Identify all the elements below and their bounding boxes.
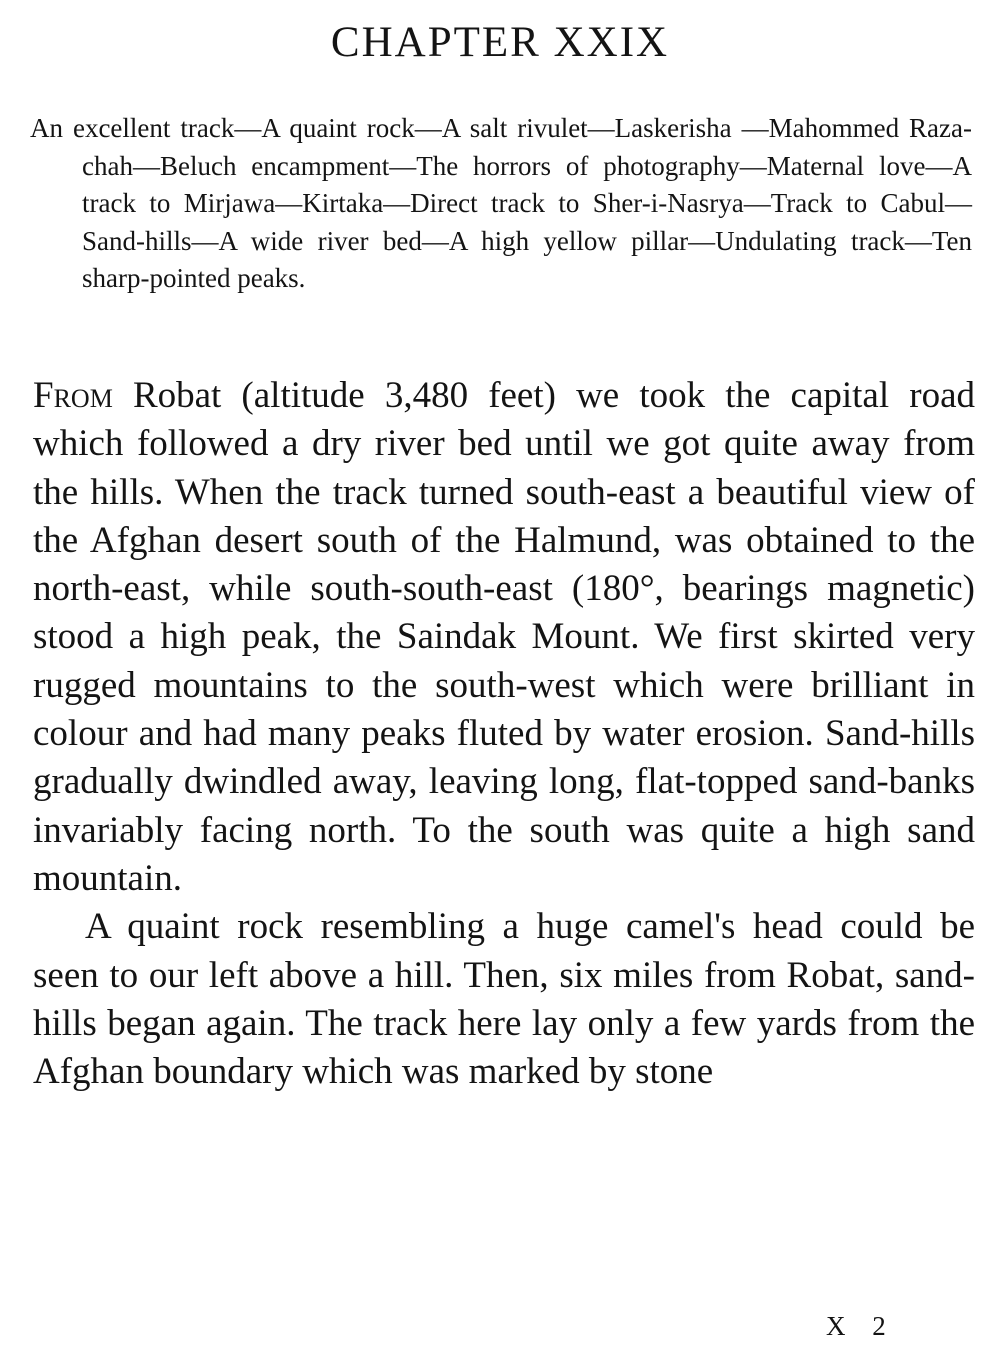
paragraph-1-lead: From xyxy=(33,375,113,416)
body-text xyxy=(33,372,975,1096)
chapter-synopsis: An excellent track—A quaint rock—A salt rivulet—Laskerisha —Mahommed Raza-chah—Beluch encampment—The horrors of photography—Maternal love—A track to Mirjawa—Kirtaka—Direct track to Sher-i-Nasrya—Track to Cabul—Sand-hills—A wide river bed—A high yellow pillar—Undulating track—Ten sharp-pointed peaks. xyxy=(30,113,972,293)
paragraph-2: A quaint rock resembling a huge camel's head could be seen to our left above a hill. Then, six miles from Robat, sand-hills began again. The track here lay only a few yards from the Afghan boundary which was marked by stone xyxy=(33,906,975,1093)
paragraph-1 xyxy=(33,372,975,903)
paragraph-1-text: Robat (altitude 3,480 feet) we took the capital road which followed a dry river bed until we got quite away from the hills. When the track turned south-east a beautiful view of the Afghan desert south of the Halmund, was obtained to the north-east, while south-south-east (180°, bearings magnetic) stood a high peak, the Saindak Mount. We first skirted very rugged mountains to the south-west which were brilliant in colour and had many peaks fluted by water erosion. Sand-hills gradually dwindled away, leaving long, flat-topped sand-banks invariably facing north. To the south was quite a high sand mountain. xyxy=(33,375,975,899)
chapter-title: CHAPTER XXIX xyxy=(330,19,670,66)
page-signature: X 2 xyxy=(826,1311,896,1341)
